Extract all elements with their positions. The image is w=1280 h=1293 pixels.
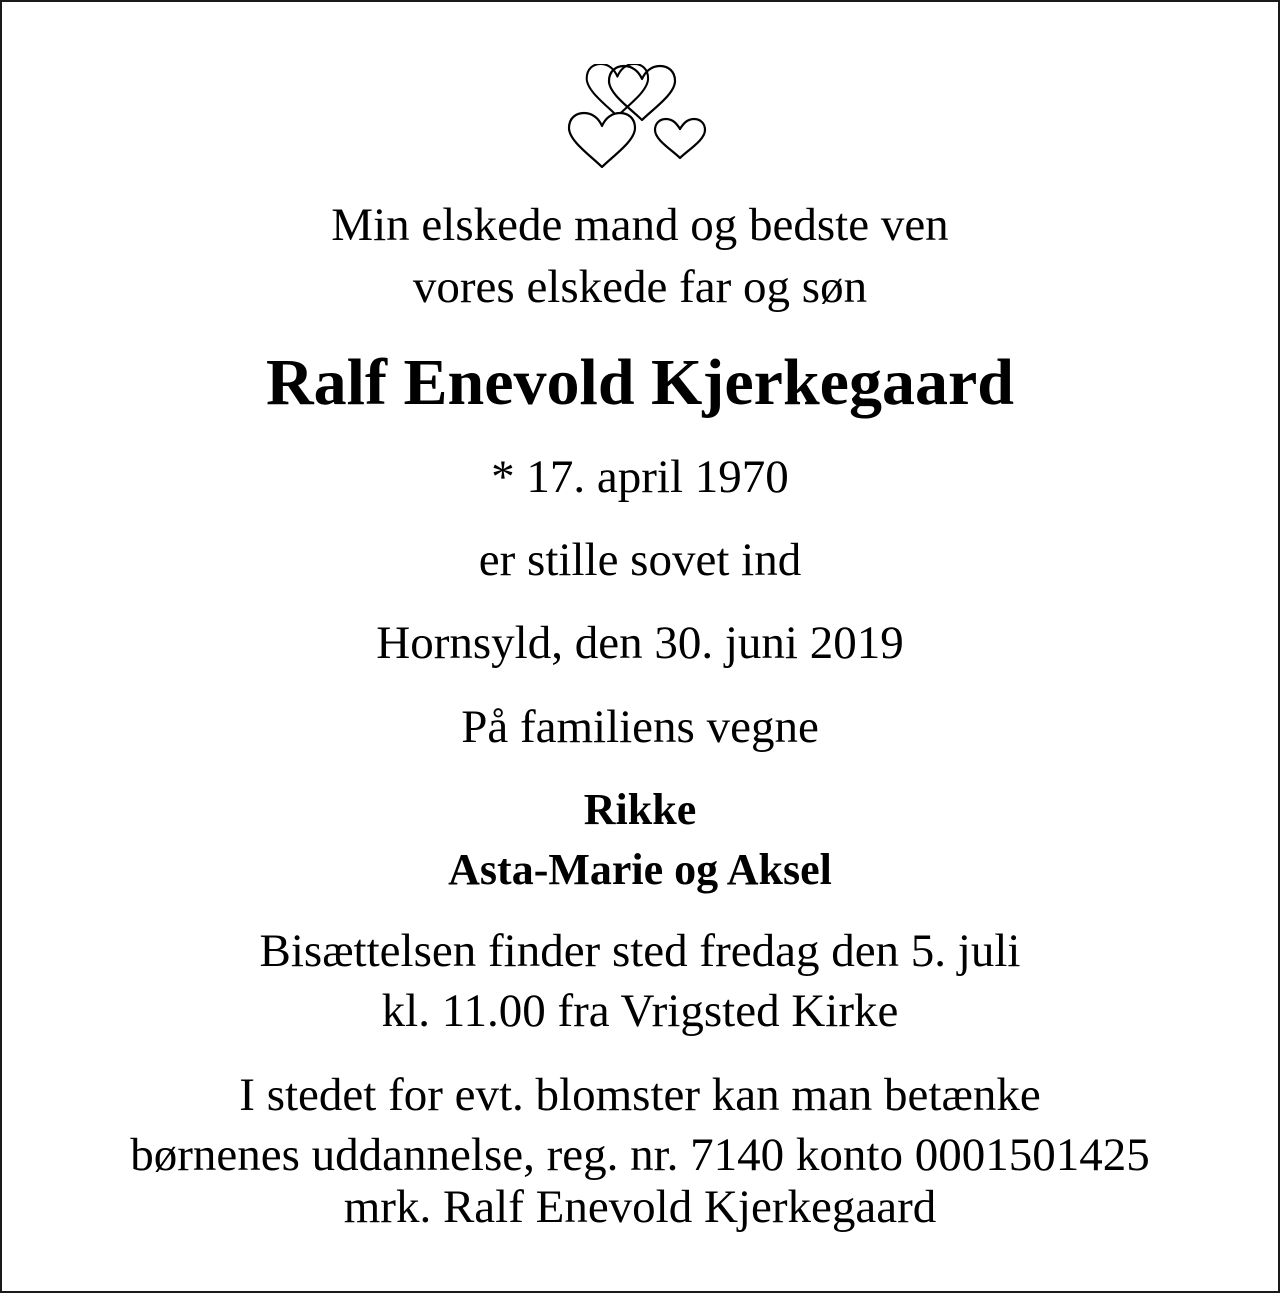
family-name-2: Asta-Marie og Aksel	[448, 845, 832, 894]
donation-line-2: børnenes uddannelse, reg. nr. 7140 konto 0001501425	[130, 1129, 1150, 1181]
donation-line-1: I stedet for evt. blomster kan man betænke	[239, 1069, 1041, 1121]
passed-text: er stille sovet ind	[478, 534, 802, 586]
intro-line-2: vores elskede far og søn	[412, 261, 868, 313]
place-date: Hornsyld, den 30. juni 2019	[376, 617, 904, 669]
on-behalf-text: På familiens vegne	[461, 701, 819, 753]
birth-date: * 17. april 1970	[491, 451, 789, 503]
family-name-1: Rikke	[583, 785, 697, 834]
intro-line-1: Min elskede mand og bedste ven	[331, 199, 949, 251]
donation-line-3: mrk. Ralf Enevold Kjerkegaard	[343, 1181, 937, 1233]
funeral-line-2: kl. 11.00 fra Vrigsted Kirke	[381, 985, 899, 1037]
deceased-name: Ralf Enevold Kjerkegaard	[266, 346, 1014, 419]
hearts-icon	[562, 64, 722, 170]
funeral-line-1: Bisættelsen finder sted fredag den 5. juli	[259, 925, 1021, 977]
